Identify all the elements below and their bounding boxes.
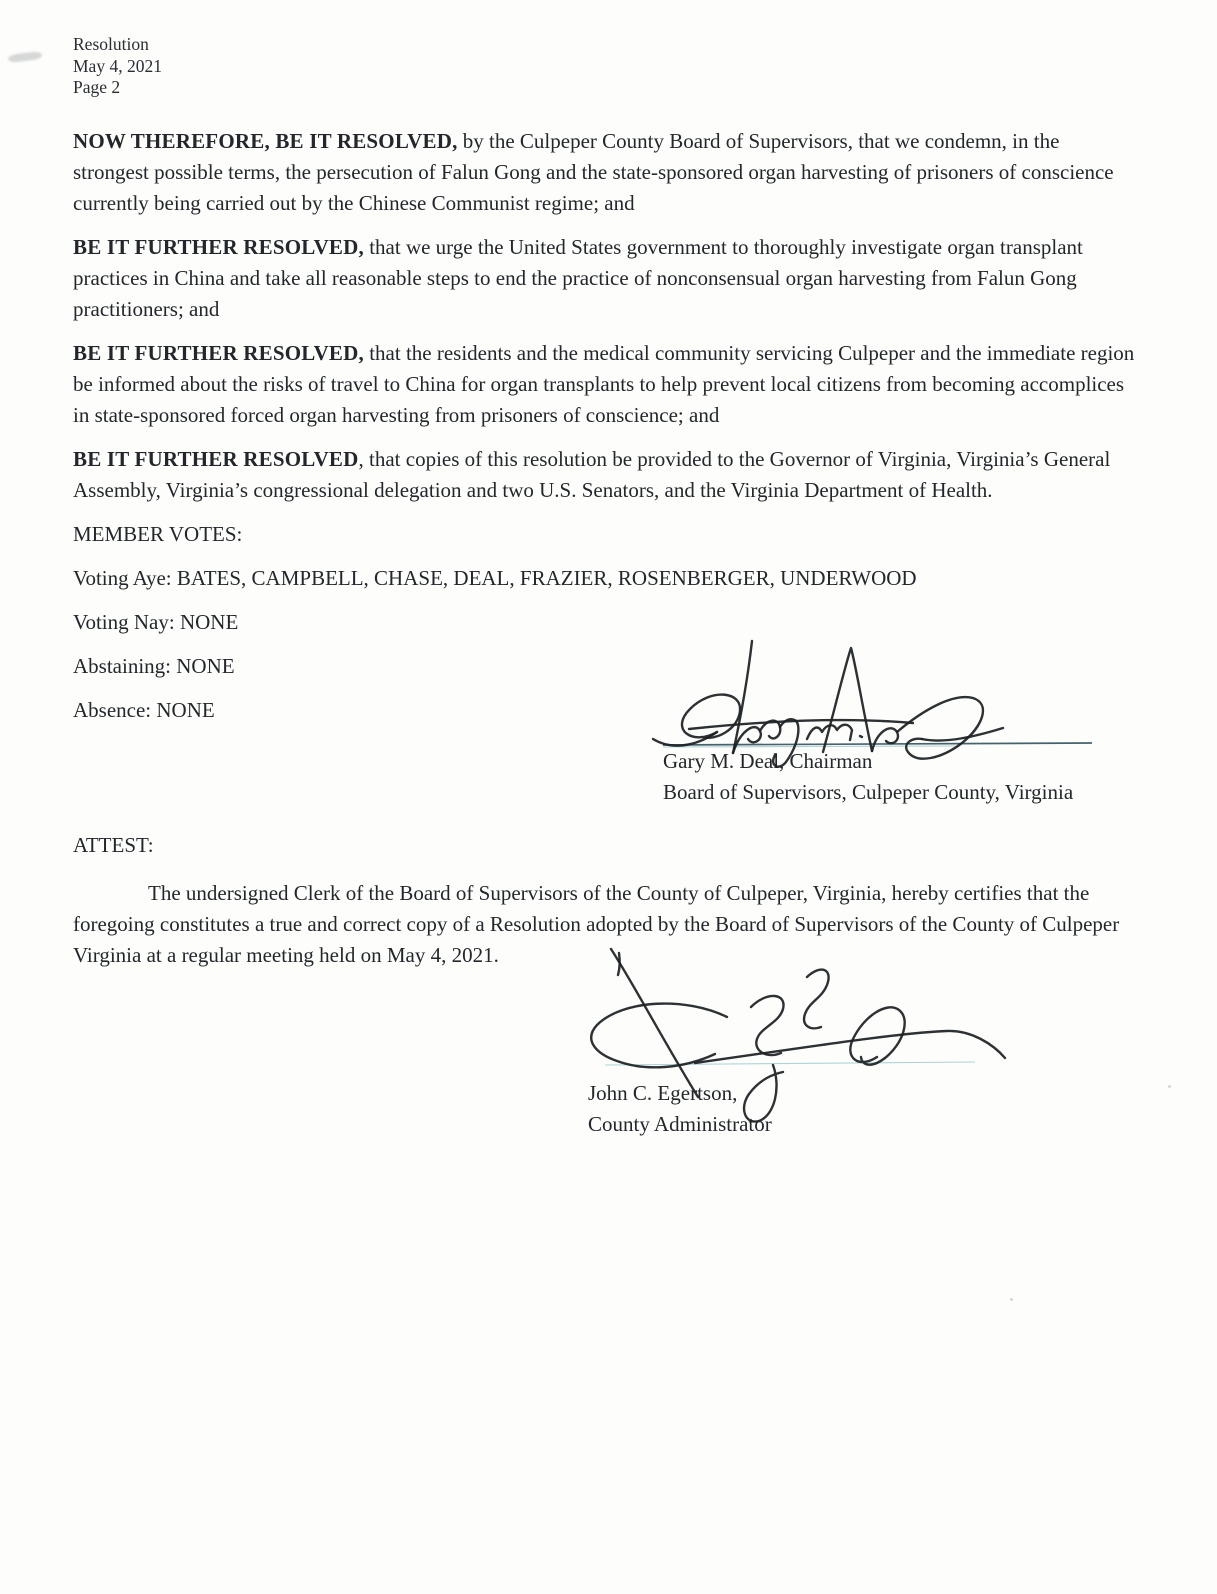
resolved-clause-lead: BE IT FURTHER RESOLVED, — [73, 235, 364, 259]
resolved-clause-lead: BE IT FURTHER RESOLVED, — [73, 341, 364, 365]
chairman-title: Board of Supervisors, Culpeper County, Virginia — [663, 780, 1074, 804]
resolution-paragraph — [73, 232, 1135, 325]
absence-line: Absence: NONE — [73, 698, 215, 722]
scan-smudge — [8, 51, 43, 63]
resolution-paragraph — [73, 126, 1135, 219]
attest-label: ATTEST: — [73, 833, 154, 857]
scan-speck — [1010, 1298, 1013, 1301]
page-header — [73, 34, 162, 99]
chairman-name: Gary M. Deal, Chairman — [663, 749, 873, 773]
chairman-signature-block — [663, 746, 1073, 808]
resolution-paragraph — [73, 338, 1135, 431]
voting-nay-line: Voting Nay: NONE — [73, 610, 239, 634]
member-votes-heading: MEMBER VOTES: — [73, 522, 243, 546]
resolution-paragraph — [73, 444, 1135, 506]
voting-aye-line: Voting Aye: BATES, CAMPBELL, CHASE, DEAL, FRAZIER, ROSENBERGER, UNDERWOOD — [73, 566, 917, 590]
clerk-name: John C. Egertson, — [588, 1081, 738, 1105]
header-date: May 4, 2021 — [73, 55, 162, 76]
resolved-clause-body: by the Culpeper County Board of Supervisors, that we condemn, in the strongest possible terms, the persecution of Falun Gong and the state-sponsored organ harvesting of prisoners of conscience currently being carried out by the Chinese Communist regime; and — [73, 129, 1114, 215]
resolved-clause-body: , that copies of this resolution be provided to the Governor of Virginia, Virginia’s General Assembly, Virginia’s congressional delegation and two U.S. Senators, and the Virginia Department of Health. — [73, 447, 1111, 502]
clerk-certification-paragraph: The undersigned Clerk of the Board of Supervisors of the County of Culpeper, Virginia, hereby certifies that the foregoing constitutes a true and correct copy of a Resolution adopted by the Board of Supervisors of the County of Culpeper Virginia at a regular meeting held on May 4, 2021. — [73, 881, 1120, 967]
resolved-clause-lead: NOW THEREFORE, BE IT RESOLVED, — [73, 129, 458, 153]
abstaining-line: Abstaining: NONE — [73, 654, 235, 678]
document-body — [73, 126, 1135, 984]
resolved-clause-body: that the residents and the medical community servicing Culpeper and the immediate region be informed about the risks of travel to China for organ transplants to help prevent local citizens from becoming accomplices in state-sponsored forced organ harvesting from prisoners of conscience; and — [73, 341, 1135, 427]
clerk-signature-block — [588, 1078, 772, 1140]
scan-speck — [1168, 1085, 1171, 1088]
header-page-number: Page 2 — [73, 77, 121, 97]
clerk-title: County Administrator — [588, 1112, 772, 1136]
header-doc-type: Resolution — [73, 34, 149, 54]
resolved-clause-lead: BE IT FURTHER RESOLVED — [73, 447, 359, 471]
resolved-clause-body: that we urge the United States government to thoroughly investigate organ transplant practices in China and take all reasonable steps to end the practice of nonconsensual organ harvesting from Falun Gong practitioners; and — [73, 235, 1083, 321]
